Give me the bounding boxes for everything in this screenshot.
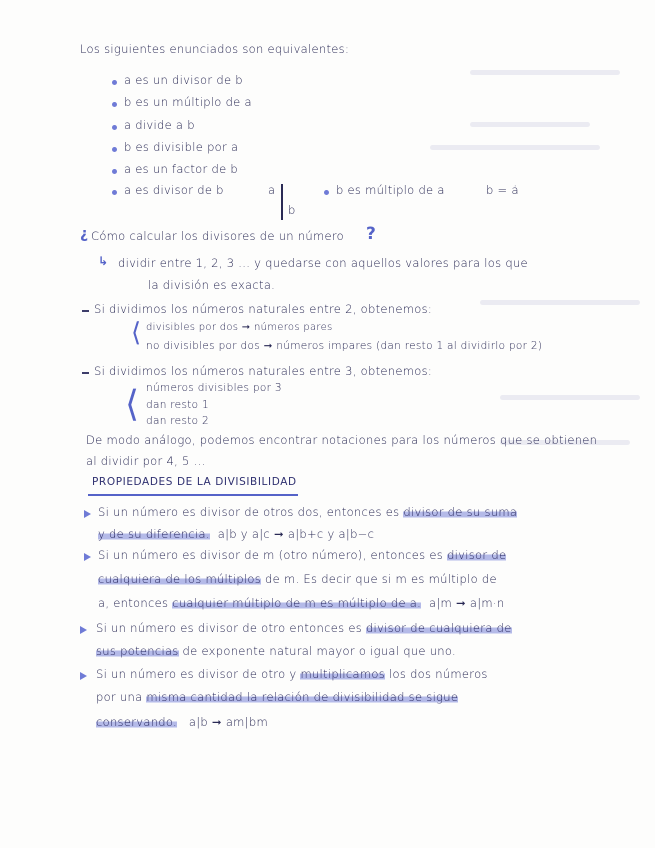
property-2-line-3: a, entonces cualquier múltiplo de m es múltiplo de a. a|m ➞ a|m·n [98, 596, 505, 610]
equivalence-4: b es divisible por a [124, 140, 239, 154]
property-3-line-2: sus potencias de exponente natural mayor o igual que uno. [96, 644, 456, 658]
analog-line-1: De modo análogo, podemos encontrar notaciones para los números que se obtienen [86, 433, 598, 447]
dash-marker [82, 372, 89, 374]
highlight: multiplicamos [300, 667, 386, 681]
property-2-formula: a|m ➞ a|m·n [429, 596, 505, 610]
equivalence-3: a divide a b [124, 118, 195, 132]
div3-line: Si dividimos los números naturales entre 3, obtenemos: [94, 364, 433, 378]
bleed-through-mark [470, 122, 590, 127]
heading-underline [88, 494, 298, 496]
property-1-formula: a|b y a|c ➞ a|b+c y a|b−c [217, 527, 375, 541]
property-2-line-1: Si un número es divisor de m (otro número), entonces es divisor de [98, 548, 507, 562]
property-4-line-3 [96, 715, 268, 729]
highlight: conservando. [96, 715, 177, 729]
bullet-dot [112, 102, 117, 107]
notation-a: a [268, 183, 276, 197]
bleed-through-mark [480, 300, 640, 305]
intro-line: Los siguientes enunciados son equivalentes: [80, 42, 350, 56]
bullet-dot [112, 190, 117, 195]
question-close-mark: ? [366, 224, 376, 244]
div2-line: Si dividimos los números naturales entre 2, obtenemos: [94, 302, 433, 316]
brace-icon: ⟨ [131, 318, 142, 348]
equivalence-1: a es un divisor de b [124, 73, 243, 87]
highlight: divisor de [447, 548, 507, 562]
div2-odd: no divisibles por dos ➞ números impares (dan resto 1 al dividirlo por 2) [146, 340, 543, 352]
bleed-through-mark [430, 145, 600, 150]
equivalence-5: a es un factor de b [124, 162, 239, 176]
bleed-through-mark [470, 70, 620, 75]
notation-b: b [288, 203, 296, 217]
bleed-through-mark [500, 395, 640, 400]
calc-line-1: dividir entre 1, 2, 3 ... y quedarse con aquellos valores para los que [118, 256, 528, 270]
equivalence-7: b es múltiplo de a [336, 183, 445, 197]
triangle-bullet-icon [84, 510, 91, 518]
equivalence-6: a es divisor de b [124, 183, 224, 197]
question-text: Cómo calcular los divisores de un número [91, 229, 344, 243]
property-1-line-2 [98, 527, 374, 541]
property-1-line-1: Si un número es divisor de otros dos, entonces es divisor de su suma [98, 505, 518, 519]
property-2-line-2: cualquiera de los múltiplos de m. Es decir que si m es múltiplo de [98, 572, 497, 586]
bullet-dot [112, 169, 117, 174]
property-4-formula: a|b ➞ am|bm [188, 715, 268, 729]
bullet-dot [324, 190, 329, 195]
multiple-notation: b = ȧ [486, 183, 519, 197]
arrow-icon: ↳ [98, 254, 109, 268]
property-3-line-1: Si un número es divisor de otro entonces es divisor de cualquiera de [96, 621, 512, 635]
section-heading: PROPIEDADES DE LA DIVISIBILIDAD [92, 476, 297, 488]
triangle-bullet-icon [84, 553, 91, 561]
div3-rest2: dan resto 2 [146, 415, 209, 427]
triangle-bullet-icon [80, 672, 87, 680]
highlight: cualquier múltiplo de m es múltiplo de a. [172, 596, 422, 610]
property-4-line-2: por una misma cantidad la relación de divisibilidad se sigue [96, 690, 459, 704]
highlight: y de su diferencia. [98, 527, 210, 541]
highlight: misma cantidad la relación de divisibilidad se sigue [146, 690, 459, 704]
highlight: divisor de cualquiera de [365, 621, 512, 635]
bullet-dot [112, 125, 117, 130]
div2-even: divisibles por dos ➞ números pares [146, 322, 333, 333]
analog-line-2: al dividir por 4, 5 ... [86, 454, 206, 468]
brace-icon: ⟨ [125, 384, 140, 425]
highlight: cualquiera de los múltiplos [98, 572, 262, 586]
triangle-bullet-icon [80, 626, 87, 634]
bullet-dot [112, 147, 117, 152]
question-open-mark: ¿ [80, 226, 89, 242]
divides-bar [281, 184, 283, 220]
div3-rest1: dan resto 1 [146, 399, 209, 411]
equivalence-2: b es un múltiplo de a [124, 95, 252, 109]
highlight: divisor de su suma [403, 505, 518, 519]
dash-marker [82, 310, 89, 312]
highlight: sus potencias [96, 644, 179, 658]
calc-line-2: la división es exacta. [148, 278, 276, 292]
property-4-line-1: Si un número es divisor de otro y multiplicamos los dos números [96, 667, 488, 681]
div3-divisible: números divisibles por 3 [146, 382, 282, 394]
bullet-dot [112, 80, 117, 85]
